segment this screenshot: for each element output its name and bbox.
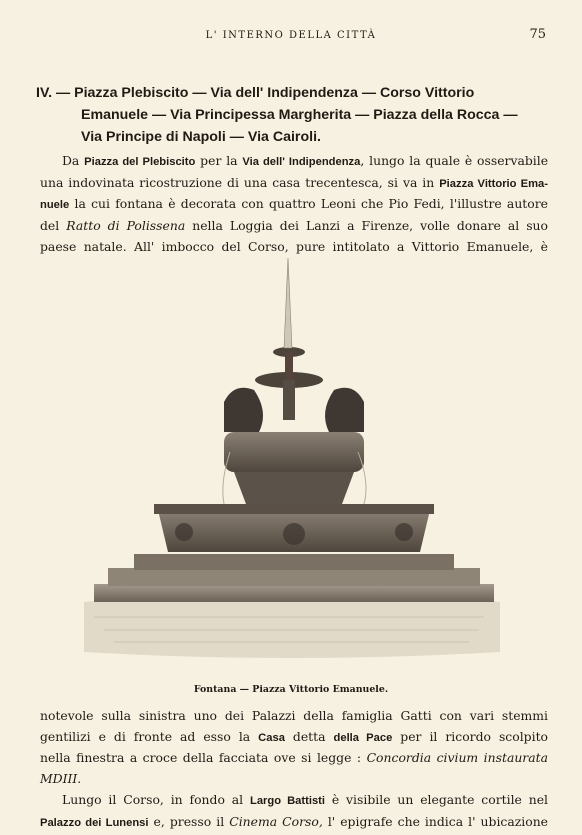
bold-place-name: della Pace — [333, 731, 393, 744]
bold-place-name: Casa — [258, 731, 285, 744]
heading-line-3: Via Principe di Napoli — Via Cairoli. — [81, 129, 321, 145]
fountain-illustration — [84, 252, 500, 662]
running-head: L' INTERNO DELLA CITTÀ — [205, 30, 377, 41]
top-stem — [285, 352, 293, 380]
paragraph-line: gentilizi e di fronte ad esso la Casa detta della Pace per il ricordo scolpito — [40, 728, 549, 744]
lion-right — [325, 388, 364, 432]
basin-rim — [154, 504, 434, 514]
paragraph-line: notevole sulla sinistra uno dei Palazzi della famiglia Gatti con vari stemmi — [40, 708, 548, 723]
paragraph-2 — [40, 706, 548, 833]
italic-title: Ratto di Polissena — [66, 218, 186, 234]
bold-place-name: Palazzo dei Lunensi — [40, 816, 149, 829]
figure-caption: Fontana — Piazza Vittorio Emanuele. — [193, 684, 389, 695]
paragraph-line: MDIII. — [40, 771, 82, 787]
paragraph-line: nuele la cui fontana è decorata con quattro Leoni che Pio Fedi, l'illustre autore — [40, 196, 548, 212]
middle-step — [108, 568, 480, 586]
paragraph-line: una indovinata ricostruzione di una casa trecentesca, si va in Piazza Vittorio Ema- — [40, 174, 548, 190]
bold-place-name: Piazza Vittorio Ema- — [439, 177, 548, 190]
page-number: 75 — [529, 27, 546, 42]
pedestal-body — [224, 432, 364, 472]
upper-step — [134, 554, 454, 570]
bold-place-name: nuele — [40, 199, 70, 212]
paragraph-line: Lungo il Corso, in fondo al Largo Battisti è visibile un elegante cortile nel — [62, 791, 548, 807]
paragraph-line: Da Piazza del Plebiscito per la Via dell' Indipendenza, lungo la quale è osservabile — [62, 153, 549, 168]
paragraph-line: paese natale. All' imbocco del Corso, pure intitolato a Vittorio Emanuele, è — [40, 238, 548, 254]
paragraph-line: Palazzo dei Lunensi e, presso il Cinema Corso, l' epigrafe che indica l' ubicazione — [40, 813, 549, 829]
paragraph-line: del Ratto di Polissena nella Loggia dei Lanzi a Firenze, volle donare al suo — [40, 218, 548, 234]
italic-title: Cinema Corso, — [229, 813, 323, 829]
paragraph-line: nella finestra a croce della facciata ove si legge : Concordia civium instaurata — [40, 750, 548, 766]
bold-place-name: Via dell' Indipendenza — [242, 156, 361, 168]
italic-inscription: Concordia civium instaurata — [366, 750, 548, 766]
lion-left — [224, 388, 263, 432]
chapter-heading — [36, 82, 546, 148]
paragraph-1 — [40, 151, 548, 258]
bold-place-name: Largo Battisti — [249, 794, 326, 807]
upper-stem — [283, 380, 295, 420]
water-jet — [284, 258, 292, 348]
bottom-step — [94, 584, 494, 602]
bold-place-name: Piazza del Plebiscito — [84, 156, 196, 168]
heading-line-1: IV. — Piazza Plebiscito — Via dell' Indipendenza — Corso Vittorio — [36, 85, 475, 101]
heading-line-2: Emanuele — Via Principessa Margherita — Piazza della Rocca — — [81, 107, 518, 123]
